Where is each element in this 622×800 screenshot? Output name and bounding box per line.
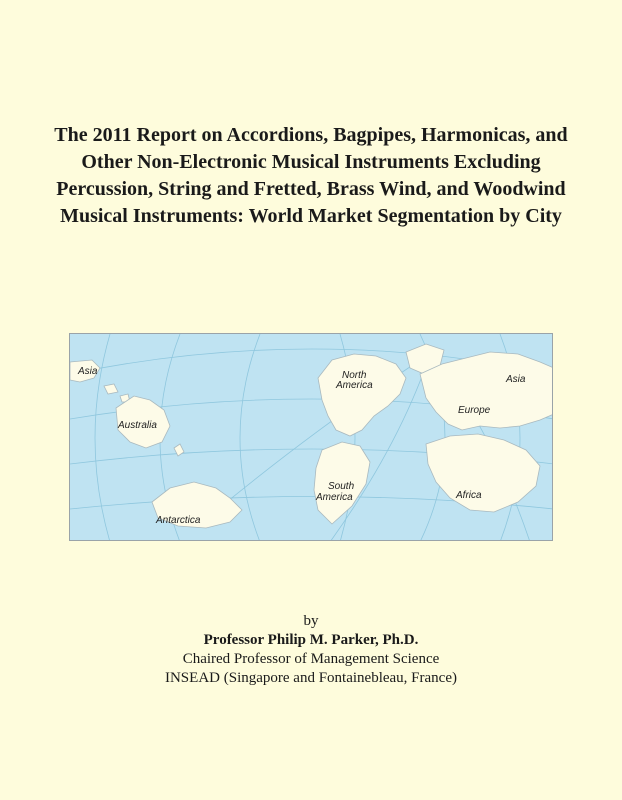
author-name: Professor Philip M. Parker, Ph.D. — [203, 632, 419, 648]
world-map-graphic — [70, 334, 553, 541]
map-label-europe: Europe — [458, 405, 491, 416]
map-label-antarctica: Antarctica — [156, 515, 201, 526]
author-position: Chaired Professor of Management Science — [182, 651, 440, 667]
map-label-africa: Africa — [456, 490, 482, 501]
map-label-north-america-line1: North — [342, 370, 367, 381]
author-institution: INSEAD (Singapore and Fontainebleau, France) — [164, 670, 457, 686]
map-label-australia: Australia — [118, 420, 157, 431]
byline — [0, 612, 622, 688]
map-label-south-america-line2: America — [316, 492, 353, 503]
map-label-asia-right: Asia — [506, 374, 526, 385]
report-title: The 2011 Report on Accordions, Bagpipes, Harmonicas, and Other Non-Electronic Musical Instruments Excluding Percussion, String and Fretted, Brass Wind, and Woodwind Musical Instruments: World Market Segmentation by City — [54, 124, 568, 227]
map-label-north-america-line2: America — [336, 380, 373, 391]
map-label-south-america-line1: South — [328, 481, 355, 492]
world-map — [69, 333, 553, 541]
byline-by: by — [303, 613, 319, 629]
map-label-asia-left: Asia — [78, 366, 98, 377]
